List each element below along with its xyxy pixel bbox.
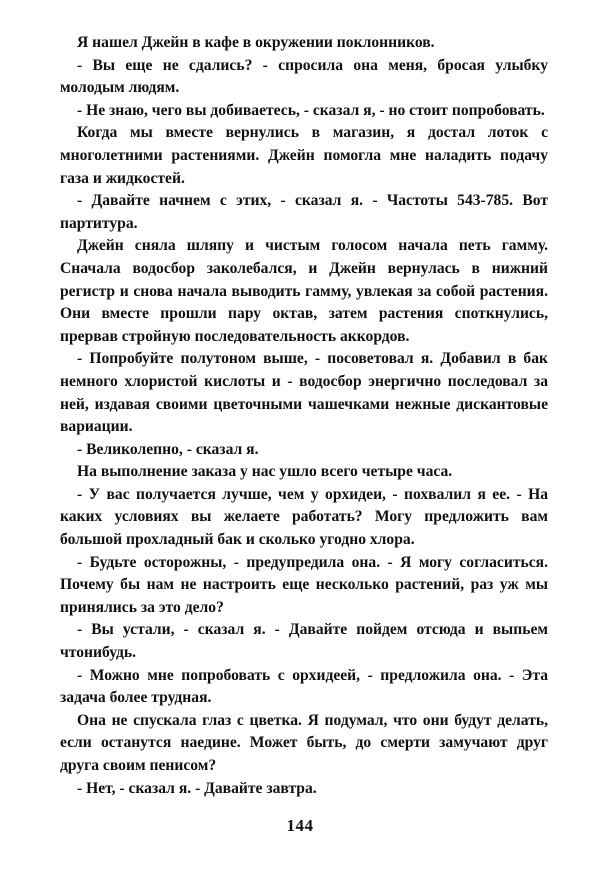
paragraph: Я нашел Джейн в кафе в окружении поклонников. [77, 34, 435, 51]
paragraph: - Великолепно, - сказал я. [77, 440, 259, 458]
paragraph: На выполнение заказа у нас ушло всего четыре часа. [77, 463, 453, 481]
paragraph: Она не спускала глаз с цветка. Я подумал, что они будут делать, если останутся наедине. Может быть, до смерти замучают друг друга своим пенисом? [60, 711, 548, 774]
paragraph: - Давайте начнем с этих, - сказал я. - Частоты 543-785. Вот партитура. [60, 192, 548, 232]
paragraph: - Вы еще не сдались? - спросила она меня, бросая улыбку молодым людям. [60, 56, 548, 97]
paragraph: - Вы устали, - сказал я. - Давайте пойдем отсюда и выпьем чтонибудь. [60, 621, 548, 662]
paragraph: - Не знаю, чего вы добиваетесь, - сказал я, - но стоит попробовать. [77, 101, 545, 119]
paragraph: - У вас получается лучше, чем у орхидеи, - похвалил я ее. - На каких условиях вы желаете работать? Могу предложить вам большой прохладный бак и сколько угодно хлора. [60, 485, 548, 549]
paragraph: - Попробуйте полутоном выше, - посоветовал я. Добавил в бак немного хлористой кислоты и - водосбор энергично последовал за ней, издавая своими цветочными чашечками нежные дискантовые вариации. [60, 350, 548, 436]
paragraph: - Можно мне попробовать с орхидеей, - предложила она. - Эта задача более трудная. [60, 666, 548, 707]
page-number: 144 [286, 816, 314, 835]
paragraph: Джейн сняла шляпу и чистым голосом начала петь гамму. Сначала водосбор заколебался, и Джейн вернулась в нижний регистр и снова начала выводить гамму, увлекая за собой растения. Они вместе прошли пару октав, затем растения споткнулись, прервав стройную последовательность аккордов. [60, 237, 548, 345]
paragraph: Когда мы вместе вернулись в магазин, я достал лоток с многолетними растениями. Джейн помогла мне наладить подачу газа и жидкостей. [60, 124, 548, 187]
paragraph: - Будьте осторожны, - предупредила она. - Я могу согласиться. Почему бы нам не настроить еще несколько растений, раз уж мы принялись за это дело? [60, 553, 548, 616]
body-text [60, 32, 548, 800]
paragraph: - Нет, - сказал я. - Давайте завтра. [77, 779, 317, 797]
